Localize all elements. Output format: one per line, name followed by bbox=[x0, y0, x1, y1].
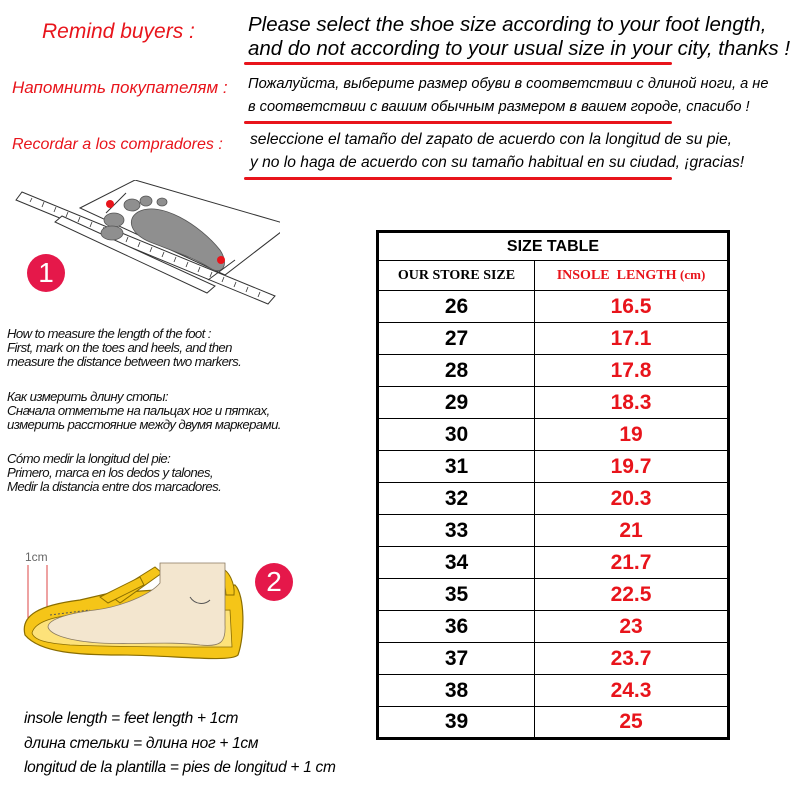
insole-length-cell: 20.3 bbox=[535, 483, 729, 515]
store-size-cell: 34 bbox=[378, 547, 535, 579]
underline-russian bbox=[244, 121, 672, 124]
remind-label-spanish: Recordar a los compradores : bbox=[12, 136, 223, 153]
table-row bbox=[378, 611, 729, 643]
remind-text-spanish-line2: y no lo haga de acuerdo con su tamaño habitual en su ciudad, ¡gracias! bbox=[250, 154, 745, 171]
instruction-line: Сначала отметьте на пальцах ног и пятках, bbox=[7, 403, 270, 418]
header-store-size: OUR STORE SIZE bbox=[378, 261, 535, 291]
instructions-russian bbox=[7, 390, 281, 432]
size-table-body bbox=[378, 291, 729, 739]
insole-length-cell: 19.7 bbox=[535, 451, 729, 483]
instruction-line: measure the distance between two markers. bbox=[7, 354, 242, 369]
insole-length-cell: 21 bbox=[535, 515, 729, 547]
remind-text-spanish-line1: seleccione el tamaño del zapato de acuerdo con la longitud de su pie, bbox=[250, 131, 733, 148]
remind-text-russian-line1: Пожалуйста, выберите размер обуви в соответствии с длиной ноги, а не bbox=[248, 76, 769, 92]
table-row bbox=[378, 451, 729, 483]
instruction-line: Medir la distancia entre dos marcadores. bbox=[7, 479, 222, 494]
store-size-cell: 27 bbox=[378, 323, 535, 355]
instruction-line: Как измерить длину стопы: bbox=[7, 389, 168, 404]
store-size-cell: 31 bbox=[378, 451, 535, 483]
remind-text-russian-line2: в соответствии с вашим обычным размером в вашем городе, спасибо ! bbox=[248, 99, 750, 115]
step-2-badge: 2 bbox=[255, 563, 293, 601]
header-insole-length-label: INSOLE LENGTH bbox=[556, 268, 677, 283]
table-row bbox=[378, 515, 729, 547]
store-size-cell: 33 bbox=[378, 515, 535, 547]
formula-english: insole length = feet length + 1cm bbox=[24, 710, 239, 727]
table-row bbox=[378, 387, 729, 419]
table-row bbox=[378, 323, 729, 355]
insole-length-cell: 24.3 bbox=[535, 675, 729, 707]
insole-length-cell: 18.3 bbox=[535, 387, 729, 419]
insole-length-cell: 17.1 bbox=[535, 323, 729, 355]
instruction-line: First, mark on the toes and heels, and then bbox=[7, 340, 232, 355]
store-size-cell: 32 bbox=[378, 483, 535, 515]
table-row bbox=[378, 355, 729, 387]
underline-english bbox=[244, 62, 672, 65]
store-size-cell: 28 bbox=[378, 355, 535, 387]
remind-label-russian: Напомнить покупателям : bbox=[12, 78, 228, 97]
insole-length-cell: 22.5 bbox=[535, 579, 729, 611]
store-size-cell: 30 bbox=[378, 419, 535, 451]
header-unit: (cm) bbox=[680, 267, 706, 282]
instructions-spanish bbox=[7, 452, 221, 494]
store-size-cell: 26 bbox=[378, 291, 535, 323]
table-row bbox=[378, 547, 729, 579]
step-1-badge: 1 bbox=[27, 254, 65, 292]
instruction-line: измерить расстояние между двумя маркерами. bbox=[7, 417, 281, 432]
insole-length-cell: 21.7 bbox=[535, 547, 729, 579]
header-insole-length bbox=[535, 261, 729, 291]
insole-length-cell: 25 bbox=[535, 707, 729, 739]
instruction-line: How to measure the length of the foot : bbox=[7, 326, 211, 341]
insole-length-cell: 17.8 bbox=[535, 355, 729, 387]
store-size-cell: 35 bbox=[378, 579, 535, 611]
remind-text-english-line2: and do not according to your usual size in your city, thanks ! bbox=[248, 37, 791, 60]
instruction-line: Cómo medir la longitud del pie: bbox=[7, 451, 171, 466]
store-size-cell: 38 bbox=[378, 675, 535, 707]
formula-russian: длина стельки = длина ног + 1см bbox=[24, 735, 259, 752]
size-table-title: SIZE TABLE bbox=[378, 232, 729, 261]
table-row bbox=[378, 291, 729, 323]
remind-label-english: Remind buyers : bbox=[42, 20, 195, 43]
table-row bbox=[378, 483, 729, 515]
insole-length-cell: 23.7 bbox=[535, 643, 729, 675]
store-size-cell: 36 bbox=[378, 611, 535, 643]
insole-length-cell: 16.5 bbox=[535, 291, 729, 323]
store-size-cell: 39 bbox=[378, 707, 535, 739]
remind-text-english-line1: Please select the shoe size according to your foot length, bbox=[248, 13, 767, 36]
foot-in-shoe-icon bbox=[20, 555, 260, 665]
table-row bbox=[378, 675, 729, 707]
store-size-cell: 37 bbox=[378, 643, 535, 675]
size-table bbox=[376, 230, 730, 740]
table-row bbox=[378, 707, 729, 739]
insole-length-cell: 23 bbox=[535, 611, 729, 643]
underline-spanish bbox=[244, 177, 672, 180]
table-row bbox=[378, 643, 729, 675]
insole-length-cell: 19 bbox=[535, 419, 729, 451]
gap-label: 1cm bbox=[25, 550, 48, 564]
table-row bbox=[378, 419, 729, 451]
table-row bbox=[378, 579, 729, 611]
formula-spanish: longitud de la plantilla = pies de longitud + 1 cm bbox=[24, 759, 336, 776]
instruction-line: Primero, marca en los dedos y talones, bbox=[7, 465, 213, 480]
instructions-english bbox=[7, 327, 241, 369]
store-size-cell: 29 bbox=[378, 387, 535, 419]
